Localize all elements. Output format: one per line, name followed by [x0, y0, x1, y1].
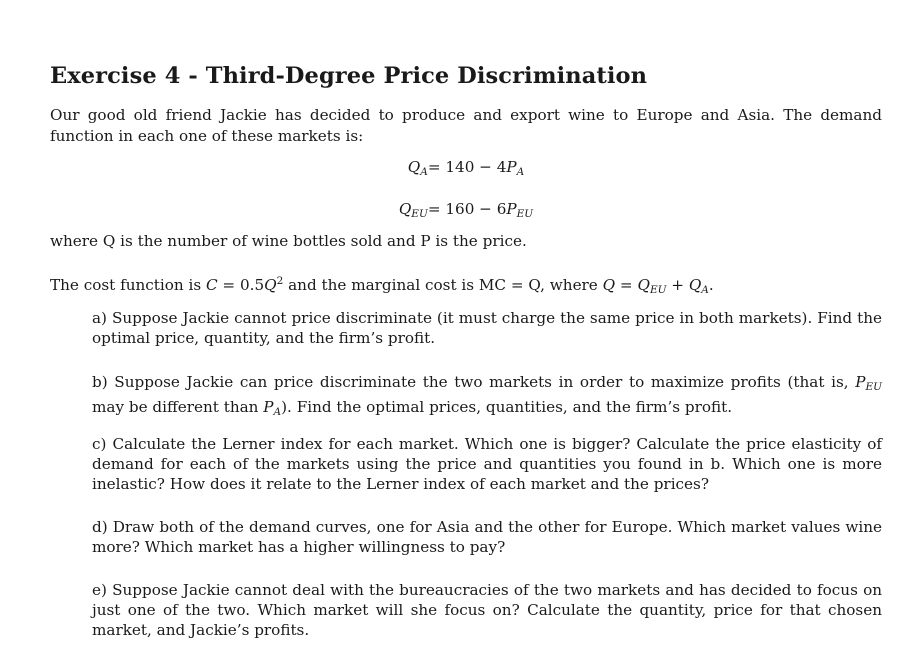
- question-a: a) Suppose Jackie cannot price discriminate (it must charge the same price in both markets). Find the optimal price, quantity, and the firm’s profit.: [92, 309, 882, 347]
- eq-asia-lhs: Q: [407, 158, 421, 176]
- eq-europe-lhs-sub: EU: [411, 208, 428, 220]
- cost-end: .: [708, 276, 714, 295]
- cost-q-eq: =: [615, 276, 638, 295]
- question-b-part1: b) Suppose Jackie can price discriminate the two markets in order to maximize profits (that is,: [92, 373, 856, 391]
- cost-exp: 2: [276, 275, 284, 287]
- eq-europe-lhs: Q: [398, 200, 412, 218]
- eq-asia-lhs-sub: A: [420, 166, 428, 178]
- cost-q-eu: Q: [637, 276, 650, 295]
- question-b: [92, 372, 882, 422]
- question-d: d) Draw both of the demand curves, one for Asia and the other for Europe. Which market values wine more? Which market has a higher willingness to pay?: [92, 518, 882, 556]
- cost-paragraph: [50, 271, 882, 301]
- cost-plus: +: [666, 276, 689, 295]
- demand-equation-asia: [50, 158, 882, 178]
- cost-q-a: Q: [688, 276, 702, 295]
- question-b-p1: P: [855, 373, 866, 391]
- cost-q: Q: [264, 276, 277, 295]
- cost-mid: = 0.5: [217, 276, 265, 295]
- eq-asia-var: P: [506, 158, 517, 176]
- eq-asia-rhs: = 140 − 4: [427, 158, 507, 176]
- question-b-part2: may be different than: [92, 398, 264, 416]
- eq-europe-var-sub: EU: [516, 208, 534, 220]
- intro-paragraph: Our good old friend Jackie has decided to produce and export wine to Europe and Asia. The demand function in each one of these markets is:: [50, 106, 882, 145]
- eq-asia-var-sub: A: [516, 166, 525, 178]
- cost-c: C: [205, 276, 218, 295]
- cost-q-eu-sub: EU: [649, 284, 667, 297]
- question-b-p1-sub: EU: [865, 381, 882, 393]
- question-b-part3: ). Find the optimal prices, quantities, and the firm’s profit.: [281, 398, 733, 416]
- cost-q-total: Q: [602, 276, 616, 295]
- cost-q-a-sub: A: [701, 284, 709, 297]
- exercise-title: Exercise 4 - Third-Degree Price Discrimination: [50, 63, 648, 89]
- question-e: e) Suppose Jackie cannot deal with the bureaucracies of the two markets and has decided to focus on just one of the two. Which market will she focus on? Calculate the quantity, price for that chosen market, and Jackie’s profits.: [92, 581, 882, 639]
- question-b-p2: P: [263, 398, 274, 416]
- demand-equation-europe: [50, 200, 882, 220]
- definitions-paragraph: where Q is the number of wine bottles sold and P is the price.: [50, 232, 527, 250]
- eq-europe-var: P: [506, 200, 517, 218]
- question-c: c) Calculate the Lerner index for each market. Which one is bigger? Calculate the price elasticity of demand for each of the markets using the price and quantities you found in b. Which one is more inelastic? How does it relate to the Lerner index of each market and the prices?: [92, 435, 882, 493]
- question-b-p2-sub: A: [273, 406, 282, 418]
- eq-europe-rhs: = 160 − 6: [427, 200, 507, 218]
- cost-middle: and the marginal cost is MC = Q, where: [283, 276, 603, 295]
- cost-prefix: The cost function is: [50, 276, 206, 295]
